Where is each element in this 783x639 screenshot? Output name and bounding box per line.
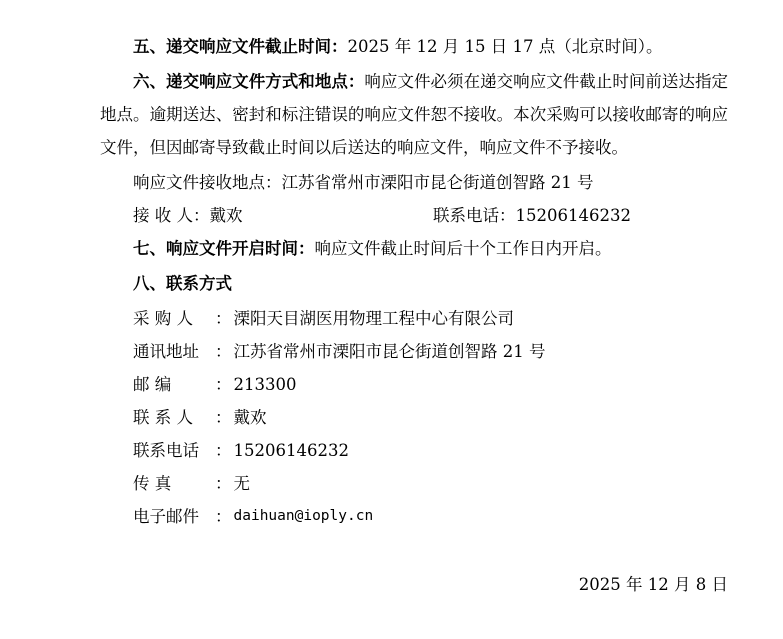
receiver-contact-line [133,199,728,232]
contact-row [133,401,728,434]
section-7-paragraph [100,232,728,265]
contact-row [133,500,728,533]
contact-label: 电子邮件 [133,507,199,526]
contact-colon: ： [215,375,232,394]
contact-label: 传 真 [133,474,172,493]
section-8-heading: 八、联系方式 [133,274,232,293]
contact-label: 联 系 人 [133,408,193,427]
contact-colon: ： [215,342,232,361]
contact-row [133,434,728,467]
receiver-phone-label: 联系电话： [433,206,516,225]
contact-colon: ： [215,441,232,460]
contact-value: 15206146232 [233,441,349,460]
section-5-body: 2025 年 12 月 15 日 17 点（北京时间）。 [347,37,663,56]
contact-row [133,467,728,500]
contact-label: 邮 编 [133,375,172,394]
receiver-label: 接 收 人： [133,206,210,225]
receiver-phone-block [433,199,631,232]
contact-value: 戴欢 [233,408,267,427]
receiver-block [133,199,433,232]
section-7-body: 响应文件截止时间后十个工作日内开启。 [314,239,612,258]
response-file-address-line [133,166,728,199]
section-5-heading: 五、递交响应文件截止时间： [133,37,348,56]
contact-colon: ： [215,507,232,526]
contact-label: 采 购 人 [133,309,193,328]
section-6-heading: 六、递交响应文件方式和地点： [133,72,365,91]
section-5-paragraph [100,30,728,63]
response-file-address-value: 江苏省常州市溧阳市昆仑街道创智路 21 号 [281,173,594,192]
contact-row [133,335,728,368]
contact-label: 通讯地址 [133,342,199,361]
footer-date: 2025 年 12 月 8 日 [578,575,728,594]
section-6-paragraph [100,65,728,164]
contact-value: 无 [233,474,250,493]
receiver-phone-value: 15206146232 [515,206,631,225]
contact-label: 联系电话 [133,441,199,460]
section-7-heading: 七、响应文件开启时间： [133,239,315,258]
contact-colon: ： [215,474,232,493]
contact-row [133,302,728,335]
contact-row [133,368,728,401]
receiver-value: 戴欢 [209,206,243,225]
contact-value: 213300 [233,375,297,394]
contact-value: 江苏省常州市溧阳市昆仑街道创智路 21 号 [233,342,546,361]
contact-value: 溧阳天目湖医用物理工程中心有限公司 [233,309,514,328]
section-6-body: 响应文件必须在递交响应文件截止时间前送达指定地点。逾期送达、密封和标注错误的响应文件恕不接收。本次采购可以接收邮寄的响应文件，但因邮寄导致截止时间以后送达的响应文件，响应文件不予接收。 [100,72,729,157]
contact-colon: ： [215,408,232,427]
contact-email-value: daihuan@ioply.cn [233,508,374,524]
response-file-address-label: 响应文件接收地点： [133,173,282,192]
contact-colon: ： [215,309,232,328]
contact-info-list [133,302,728,533]
